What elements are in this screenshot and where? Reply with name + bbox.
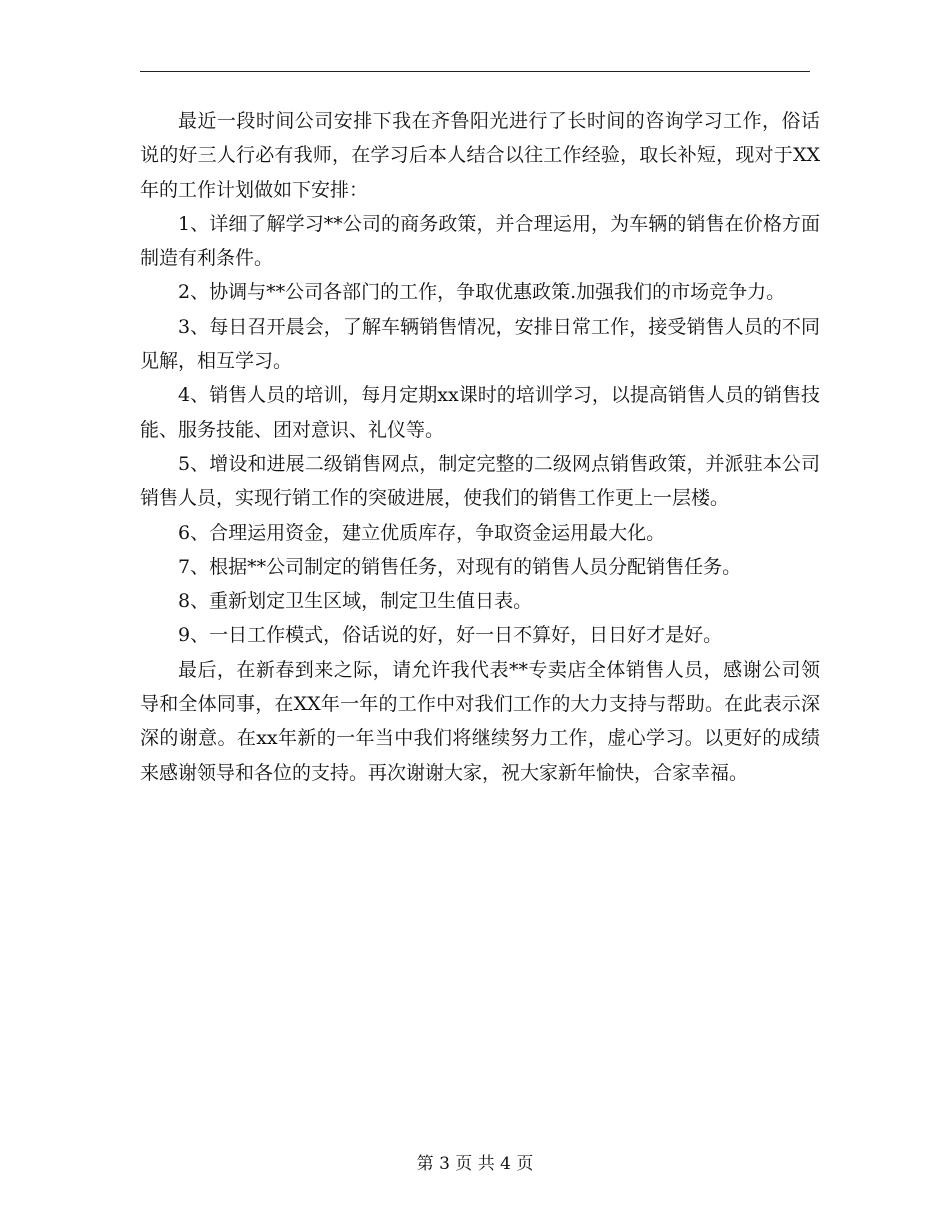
document-body [140, 104, 820, 790]
plan-item-6: 6、合理运用资金，建立优质库存，争取资金运用最大化。 [178, 521, 666, 544]
plan-item-3: 3、每日召开晨会，了解车辆销售情况，安排日常工作，接受销售人员的不同见解，相互学习。 [140, 315, 820, 373]
plan-item-1: 1、详细了解学习**公司的商务政策，并合理运用，为车辆的销售在价格方面制造有利条件。 [140, 212, 820, 270]
plan-item-2: 2、协调与**公司各部门的工作，争取优惠政策.加强我们的市场竞争力。 [178, 281, 786, 304]
page-number-footer: 第 3 页 共 4 页 [416, 1154, 534, 1174]
closing-paragraph: 最后，在新春到来之际，请允许我代表**专卖店全体销售人员，感谢公司领导和全体同事，在XX年一年的工作中对我们工作的大力支持与帮助。在此表示深深的谢意。在xx年新的一年当中我们将继续努力工作，虚心学习。以更好的成绩来感谢领导和各位的支持。再次谢谢大家，祝大家新年愉快，合家幸福。 [140, 658, 820, 784]
plan-item-9: 9、一日工作模式，俗话说的好，好一日不算好，日日好才是好。 [178, 624, 723, 647]
plan-item-8: 8、重新划定卫生区域，制定卫生值日表。 [178, 590, 533, 613]
plan-item-7: 7、根据**公司制定的销售任务，对现有的销售人员分配销售任务。 [178, 555, 742, 578]
header-rule [140, 71, 810, 72]
plan-item-4: 4、销售人员的培训，每月定期xx课时的培训学习，以提高销售人员的销售技能、服务技能、团对意识、礼仪等。 [140, 384, 820, 441]
plan-item-5: 5、增设和进展二级销售网点，制定完整的二级网点销售政策，并派驻本公司销售人员，实现行销工作的突破进展，使我们的销售工作更上一层楼。 [140, 452, 820, 510]
intro-paragraph: 最近一段时间公司安排下我在齐鲁阳光进行了长时间的咨询学习工作，俗话说的好三人行必有我师，在学习后本人结合以往工作经验，取长补短，现对于XX年的工作计划做如下安排： [140, 110, 820, 201]
